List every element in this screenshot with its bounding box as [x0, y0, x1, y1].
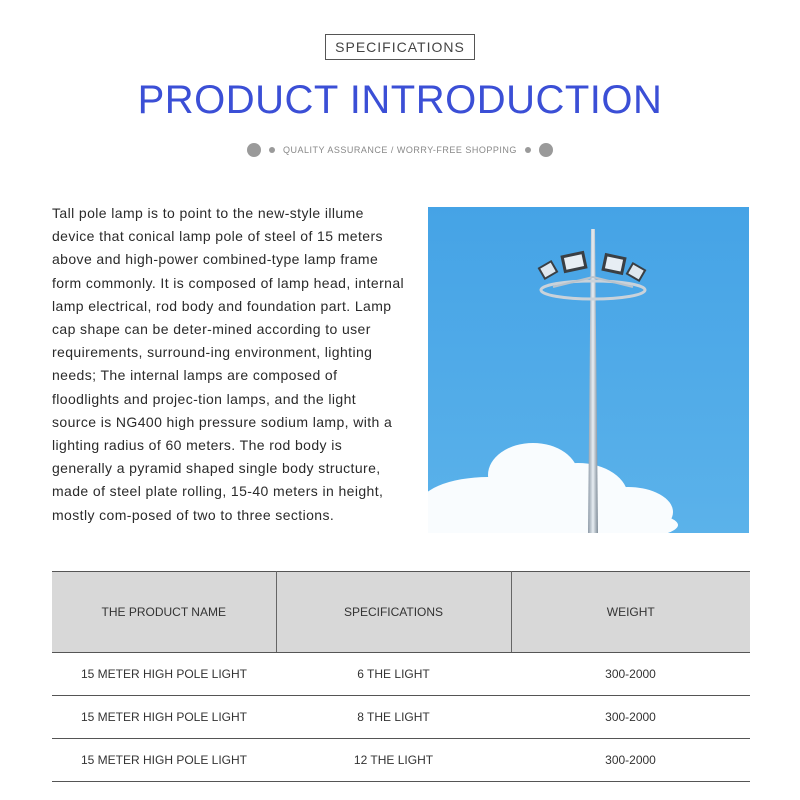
high-pole-light-image: [428, 207, 749, 533]
cell-specification: 12 THE LIGHT: [276, 739, 511, 782]
cell-specification: 8 THE LIGHT: [276, 696, 511, 739]
table-header-row: [52, 572, 750, 653]
cell-product-name: 15 METER HIGH POLE LIGHT: [52, 653, 276, 696]
cell-product-name: 15 METER HIGH POLE LIGHT: [52, 739, 276, 782]
product-description: Tall pole lamp is to point to the new-style illume device that conical lamp pole of steel of 15 meters above and high-power combined-type lamp frame form commonly. It is composed of lamp head, internal lamp electrical, rod body and foundation part. Lamp cap shape can be deter-mined according to user requirements, surround-ing environment, lighting needs; The internal lamps are composed of floodlights and projec-tion lamps, and the light source is NG400 high pressure sodium lamp, with a lighting radius of 60 meters. The rod body is generally a pyramid shaped single body structure, made of steel plate rolling, 15-40 meters in height, mostly com-posed of two to three sections.: [52, 205, 405, 523]
tagline-row: [0, 140, 800, 160]
product-photo: [428, 207, 749, 533]
cell-product-name: 15 METER HIGH POLE LIGHT: [52, 696, 276, 739]
cell-weight: 300-2000: [511, 739, 750, 782]
cell-specification: 6 THE LIGHT: [276, 653, 511, 696]
dot-left-small-icon: [269, 147, 275, 153]
dot-right-large-icon: [539, 143, 553, 157]
section-badge: SPECIFICATIONS: [325, 34, 475, 60]
cell-weight: 300-2000: [511, 653, 750, 696]
header-product-name: THE PRODUCT NAME: [52, 572, 276, 653]
header-specifications: SPECIFICATIONS: [276, 572, 511, 653]
spec-table: [52, 571, 750, 782]
cell-weight: 300-2000: [511, 696, 750, 739]
dot-right-small-icon: [525, 147, 531, 153]
tagline: QUALITY ASSURANCE / WORRY-FREE SHOPPING: [283, 145, 517, 155]
table-row: [52, 696, 750, 739]
table-row: [52, 739, 750, 782]
page-title: PRODUCT INTRODUCTION: [137, 78, 663, 122]
dot-left-large-icon: [247, 143, 261, 157]
header-weight: WEIGHT: [511, 572, 750, 653]
table-row: [52, 653, 750, 696]
